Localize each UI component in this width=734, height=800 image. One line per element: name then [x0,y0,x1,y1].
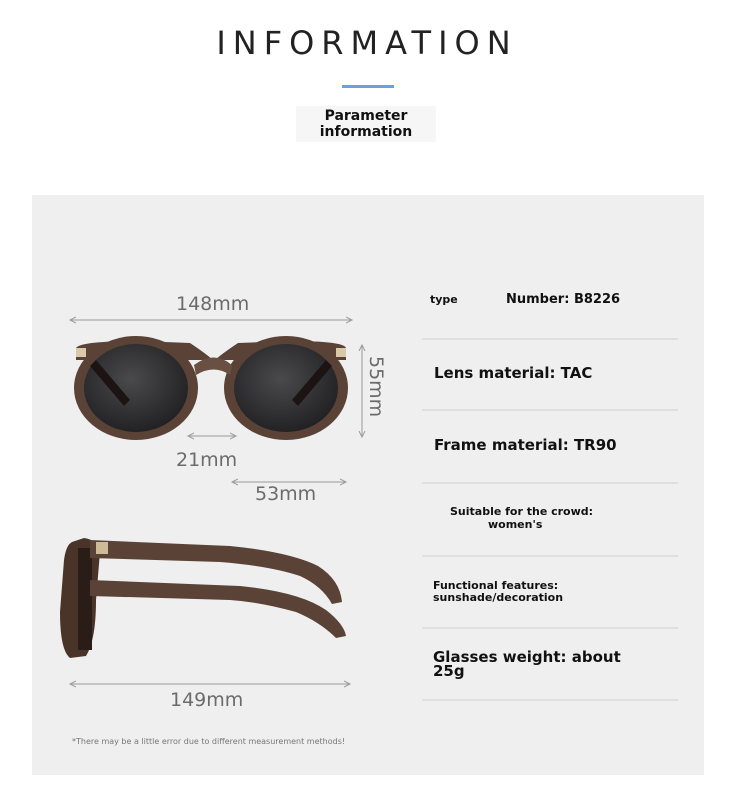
crowd-line2: women's [488,518,543,531]
measurement-note: *There may be a little error due to different measurement methods! [72,737,346,746]
model-number: Number: B8226 [506,292,621,307]
lens-width-label: 53mm [255,483,317,505]
side-view-glasses [60,538,346,658]
features-line1: Functional features: [433,579,559,592]
features-line2: sunshade/decoration [433,591,564,604]
page-title: INFORMATION [216,24,518,62]
temple-length-label: 149mm [170,689,244,711]
bridge-label: 21mm [176,449,238,471]
front-view-glasses [74,336,348,440]
lens-height-label: 55mm [365,356,387,418]
lens-material: Lens material: TAC [434,364,593,382]
crowd-line1: Suitable for the crowd: [450,505,594,518]
weight-line1: Glasses weight: about [433,648,621,666]
total-width-label: 148mm [176,293,250,315]
frame-material: Frame material: TR90 [434,436,617,454]
subtitle-text: Parameter information [319,108,413,140]
weight-line2: 25g [433,662,465,680]
type-label: type [430,293,458,306]
